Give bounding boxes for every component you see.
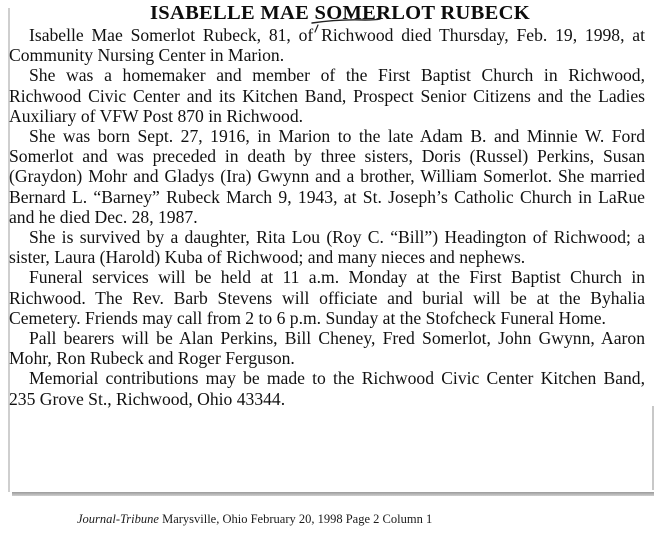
- paragraph-death-notice: Isabelle Mae Somerlot Rubeck, 81, of Richwood died Thursday, Feb. 19, 1998, at Community Nursing Center in Marion.: [9, 25, 645, 66]
- paragraph-survivors: She is survived by a daughter, Rita Lou (Roy C. “Bill”) Headington of Richwood; a sister, Laura (Harold) Kuba of Richwood; and many nieces and nephews.: [9, 227, 645, 268]
- paragraph-pall-bearers: Pall bearers will be Alan Perkins, Bill Cheney, Fred Somerlot, John Gwynn, Aaron Mohr, Ron Rubeck and Roger Ferguson.: [9, 328, 645, 369]
- obituary-headline: ISABELLE MAE SOMERLOT RUBECK: [150, 2, 530, 24]
- obituary-body: [9, 25, 645, 409]
- source-citation: [77, 512, 432, 526]
- paragraph-memorial-contributions: Memorial contributions may be made to the Richwood Civic Center Kitchen Band, 235 Grove St., Richwood, Ohio 43344.: [9, 368, 645, 409]
- clipping-right-edge: [652, 406, 654, 490]
- clipping-bottom-edge: [12, 492, 654, 496]
- paragraph-family-history: She was born Sept. 27, 1916, in Marion to the late Adam B. and Minnie W. Ford Somerlot and was preceded in death by three sisters, Doris (Russel) Perkins, Susan (Graydon) Mohr and Gladys (Ira) Gwynn and a brother, William Somerlot. She married Bernard L. “Barney” Rubeck March 9, 1943, at St. Joseph’s Catholic Church in LaRue and he died Dec. 28, 1987.: [9, 126, 645, 227]
- paragraph-memberships: She was a homemaker and member of the First Baptist Church in Richwood, Richwood Civic Center and its Kitchen Band, Prospect Senior Citizens and the Ladies Auxiliary of VFW Post 870 in Richwood.: [9, 65, 645, 126]
- source-details: Marysville, Ohio February 20, 1998 Page 2 Column 1: [162, 512, 433, 526]
- paragraph-funeral-services: Funeral services will be held at 11 a.m. Monday at the First Baptist Church in Richwood. The Rev. Barb Stevens will officiate and burial will be at the Byhalia Cemetery. Friends may call from 2 to 6 p.m. Sunday at the Stofcheck Funeral Home.: [9, 267, 645, 328]
- source-publication: Journal-Tribune: [77, 512, 159, 526]
